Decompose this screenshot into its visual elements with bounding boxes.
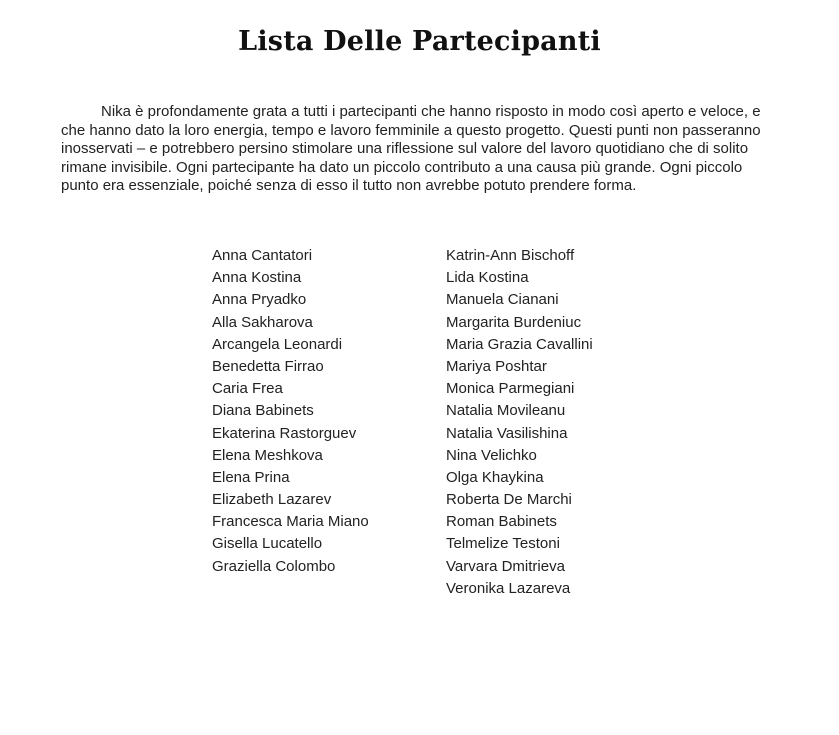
participant-name: Anna Kostina (212, 269, 302, 287)
participant-name: Varvara Dmitrieva (446, 557, 565, 575)
participant-name: Elena Prina (212, 468, 290, 486)
participant-name: Telmelize Testoni (446, 535, 560, 553)
participant-name: Elizabeth Lazarev (212, 491, 332, 509)
participant-name: Katrin-Ann Bischoff (446, 247, 575, 264)
participant-name: Graziella Colombo (212, 557, 336, 575)
page-title: Lista Delle Partecipanti (238, 26, 601, 57)
participant-name: Anna Pryadko (212, 291, 307, 309)
participant-name: Francesca Maria Miano (212, 513, 369, 531)
participant-list-left (212, 245, 369, 578)
intro-paragraph: Nika è profondamente grata a tutti i partecipanti che hanno risposto in modo così aperto e veloce, e che hanno dato la loro energia, tempo e lavoro femminile a questo progetto. Questi punti non passeranno inosservati – e potrebbero persino stimolare una riflessione sul valore del lavoro quotidiano che di solito rimane invisibile. Ogni partecipante ha dato un piccolo contributo a una causa più grande. Ogni piccolo punto era essenziale, poiché senza di esso il tutto non avrebbe potuto prendere forma. (61, 103, 761, 194)
participant-name: Margarita Burdeniuc (446, 313, 582, 331)
participant-name: Gisella Lucatello (212, 535, 323, 553)
participant-name: Lida Kostina (446, 269, 529, 287)
participant-name: Arcangela Leonardi (212, 335, 343, 353)
participant-name: Natalia Movileanu (446, 402, 566, 420)
participant-name: Ekaterina Rastorguev (212, 424, 357, 442)
participant-name: Natalia Vasilishina (446, 424, 568, 442)
participant-name: Maria Grazia Cavallini (446, 335, 593, 353)
participant-name: Diana Babinets (212, 402, 314, 420)
participant-list-right (446, 245, 593, 600)
participant-name: Roman Babinets (446, 513, 557, 531)
participant-name: Alla Sakharova (212, 313, 313, 331)
participant-name: Olga Khaykina (446, 468, 544, 486)
participant-name: Benedetta Firrao (212, 357, 324, 375)
participant-name: Mariya Poshtar (446, 357, 547, 375)
participant-name: Roberta De Marchi (446, 491, 572, 509)
participant-name: Monica Parmegiani (446, 380, 575, 398)
participant-name: Elena Meshkova (212, 446, 323, 464)
participant-name: Caria Frea (212, 380, 283, 398)
participant-name: Nina Velichko (446, 446, 537, 464)
participant-name: Veronika Lazareva (446, 579, 571, 597)
participant-name: Anna Cantatori (212, 247, 313, 264)
participant-name: Manuela Cianani (446, 291, 559, 309)
